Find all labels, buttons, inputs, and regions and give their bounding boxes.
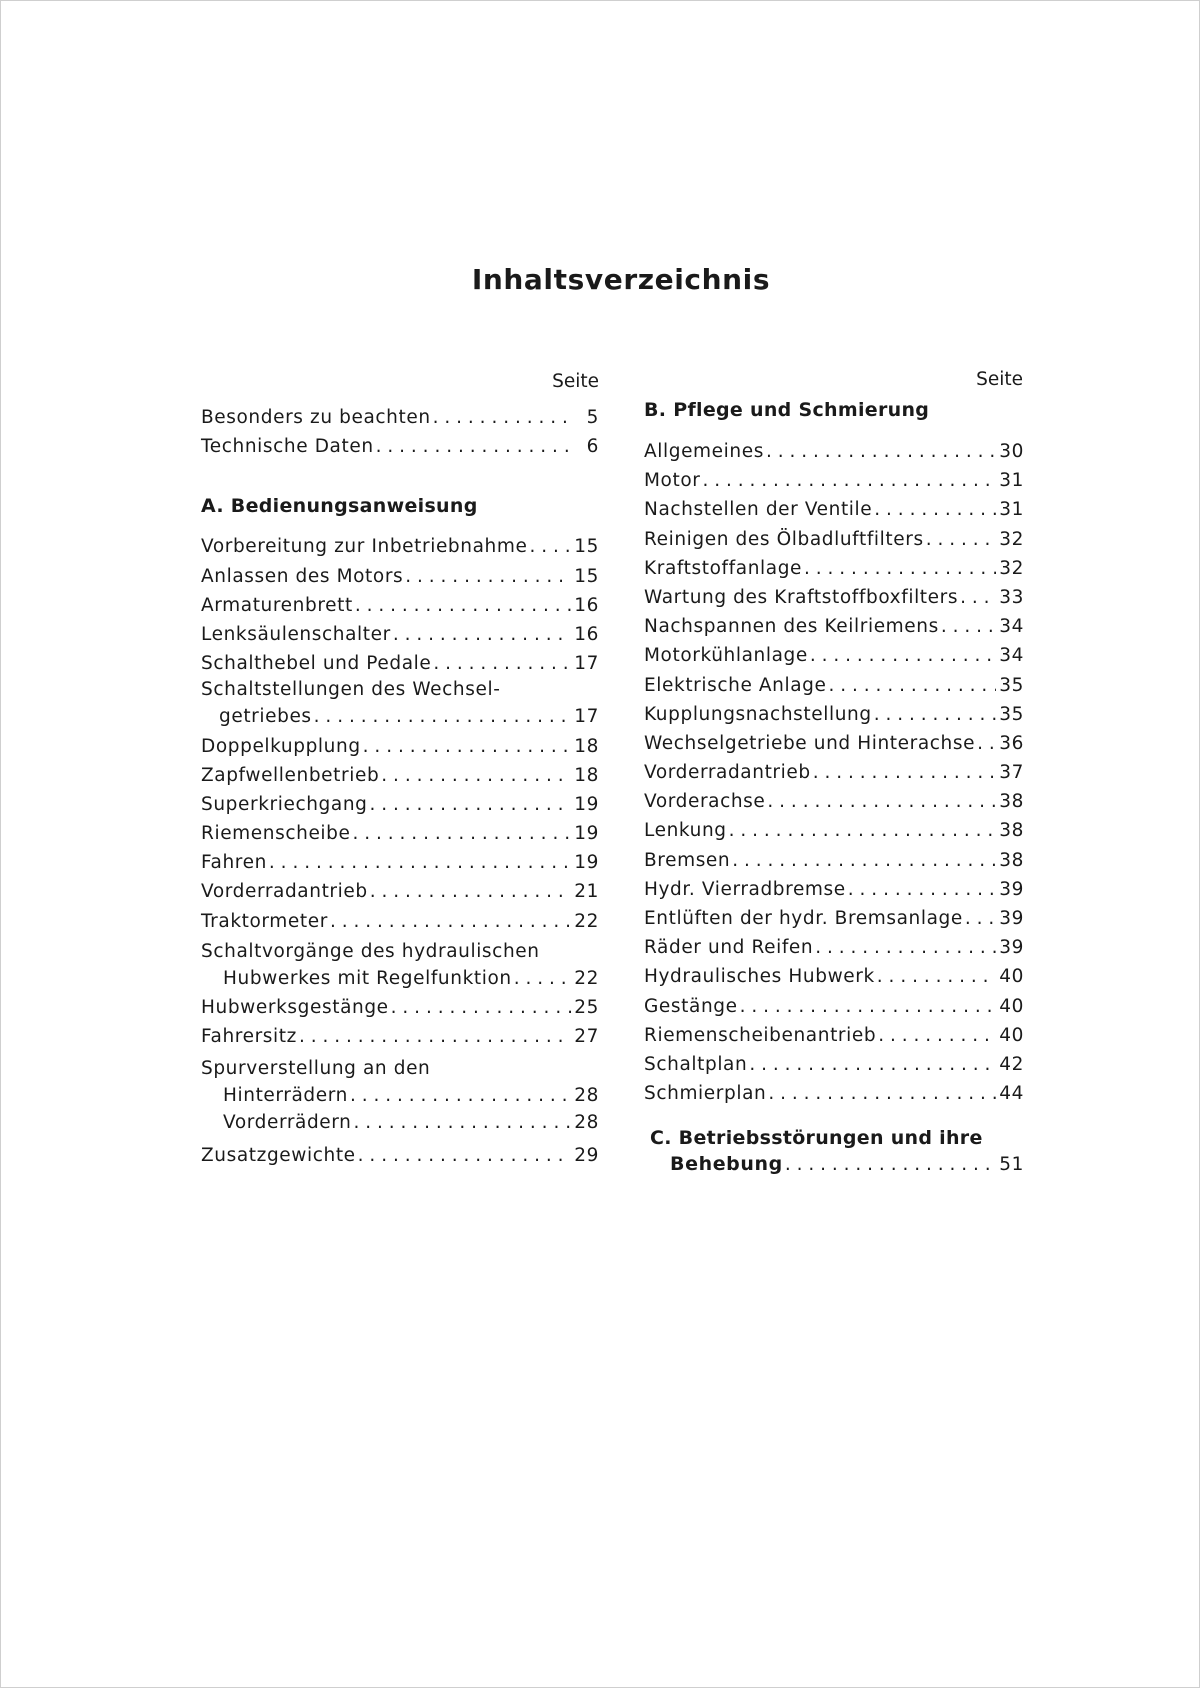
toc-entry-page: 35 — [999, 703, 1024, 725]
toc-entry — [644, 933, 1024, 962]
toc-entry-page: 40 — [999, 995, 1024, 1017]
toc-entry-label: Superkriechgang — [201, 793, 368, 815]
toc-entry-page: 33 — [999, 586, 1024, 608]
toc-entry-label: Armaturenbrett — [201, 594, 353, 616]
toc-entry-label: Gestänge — [644, 995, 738, 1017]
toc-entry — [201, 562, 599, 591]
dot-leader — [768, 1079, 996, 1108]
dot-leader — [804, 554, 996, 583]
dot-leader — [353, 819, 572, 848]
toc-entry — [201, 790, 599, 819]
section-c-heading: C. Betriebsstörungen und ihre — [650, 1127, 983, 1150]
toc-entry-label-line1: Schaltvorgänge des hydraulischen — [201, 940, 540, 962]
toc-entry — [644, 758, 1024, 787]
dot-leader — [815, 933, 996, 962]
toc-entry — [644, 992, 1024, 1021]
dot-leader — [370, 790, 572, 819]
toc-entry-label: Vorbereitung zur Inbetriebnahme — [201, 536, 528, 558]
toc-entry-label: Vorderachse — [644, 791, 766, 813]
dot-leader — [829, 671, 996, 700]
toc-entry-page: 15 — [574, 565, 599, 587]
dot-leader — [433, 403, 571, 432]
toc-entry-page: 39 — [999, 937, 1024, 959]
toc-entry-page: 5 — [586, 407, 599, 428]
toc-entry-label: Behebung — [670, 1153, 783, 1176]
toc-right-column — [644, 369, 1024, 1180]
toc-entry — [644, 495, 1024, 524]
toc-entry-page: 37 — [999, 762, 1024, 784]
dot-leader — [514, 964, 571, 993]
toc-entry-page: 21 — [574, 881, 599, 903]
toc-left-column — [201, 371, 599, 1170]
toc-entry-label: Nachspannen des Keilriemens — [644, 616, 939, 638]
dot-leader — [965, 904, 996, 933]
toc-entry — [644, 962, 1024, 991]
toc-entry — [644, 1021, 1024, 1050]
toc-entry — [201, 877, 599, 906]
toc-entry — [644, 671, 1024, 700]
page-title: Inhaltsverzeichnis — [471, 263, 771, 296]
toc-entry — [201, 702, 599, 731]
toc-entry-label: Hydr. Vierradbremse — [644, 878, 846, 900]
toc-entry-label: Wartung des Kraftstoffboxfilters — [644, 586, 959, 608]
toc-entry-label: Reinigen des Ölbadluftfilters — [644, 528, 924, 550]
toc-entry — [644, 554, 1024, 583]
section-b-heading: B. Pflege und Schmierung — [644, 399, 930, 421]
toc-entry — [201, 532, 599, 561]
toc-entry — [201, 1022, 599, 1051]
toc-entry-label: Wechselgetriebe und Hinterachse — [644, 732, 976, 754]
toc-entry-page: 16 — [574, 623, 599, 645]
section-a-heading: A. Bedienungsanweisung — [201, 495, 478, 518]
toc-entry-page: 17 — [574, 653, 599, 675]
dot-leader — [354, 1111, 572, 1135]
toc-entry-label: Riemenscheibe — [201, 823, 351, 845]
toc-entry-page: 28 — [574, 1085, 599, 1107]
dot-leader — [874, 495, 996, 524]
toc-entry-page: 31 — [999, 499, 1024, 521]
toc-entry — [644, 787, 1024, 816]
toc-entry-label: Technische Daten — [201, 436, 374, 458]
toc-entry-label: getriebes — [219, 706, 312, 728]
toc-entry-label: Fahrersitz — [201, 1026, 297, 1048]
toc-entry — [644, 583, 1024, 612]
toc-entry-label: Besonders zu beachten — [201, 407, 431, 428]
toc-entry-page: 17 — [574, 706, 599, 728]
toc-entry-page: 25 — [574, 997, 599, 1018]
toc-entry-label: Kupplungsnachstellung — [644, 703, 872, 725]
dot-leader — [314, 702, 571, 731]
toc-entry-label: Schmierplan — [644, 1083, 767, 1105]
toc-entry-page: 28 — [574, 1111, 599, 1133]
dot-leader — [702, 466, 996, 495]
toc-entry — [644, 846, 1024, 875]
toc-entry-page: 18 — [574, 764, 599, 786]
toc-entry-label-line1: Spurverstellung an den — [201, 1058, 431, 1080]
dot-leader — [350, 1081, 571, 1110]
toc-entry-label: Vorderradantrieb — [644, 762, 811, 784]
dot-leader — [740, 992, 996, 1021]
toc-entry-label: Hydraulisches Hubwerk — [644, 966, 875, 988]
toc-entry — [201, 591, 599, 620]
toc-entry-page: 29 — [574, 1144, 599, 1166]
toc-entry-page: 15 — [574, 536, 599, 558]
dot-leader — [330, 907, 571, 936]
toc-entry — [201, 819, 599, 848]
toc-entry-page: 38 — [999, 849, 1024, 871]
toc-entry-label: Hinterrädern — [223, 1085, 348, 1107]
dot-leader — [877, 962, 996, 991]
toc-entry-page: 22 — [574, 910, 599, 932]
toc-entry-label: Schaltplan — [644, 1053, 748, 1075]
toc-entry-page: 42 — [999, 1053, 1024, 1075]
seite-label-left: Seite — [552, 371, 599, 392]
dot-leader — [433, 649, 571, 678]
toc-right-entries — [644, 437, 1024, 1108]
toc-entry — [644, 816, 1024, 845]
toc-entry — [201, 432, 599, 461]
dot-leader — [363, 732, 571, 761]
dot-leader — [299, 1022, 571, 1051]
toc-entry-label-line1: Schaltstellungen des Wechsel- — [201, 679, 501, 701]
toc-entry-label: Zapfwellenbetrieb — [201, 764, 380, 786]
toc-entry-page: 40 — [999, 1024, 1024, 1046]
toc-entry-label: Motorkühlanlage — [644, 645, 808, 667]
dot-leader — [874, 700, 996, 729]
toc-entry-label: Doppelkupplung — [201, 735, 361, 757]
toc-entry — [644, 641, 1024, 670]
dot-leader — [941, 612, 996, 641]
toc-entry-label: Nachstellen der Ventile — [644, 499, 873, 521]
dot-leader — [405, 562, 571, 591]
dot-leader — [358, 1141, 571, 1170]
toc-entry-label: Vorderradantrieb — [201, 881, 368, 903]
dot-leader — [749, 1050, 996, 1079]
toc-entry-page: 32 — [999, 557, 1024, 579]
toc-entry-page: 34 — [999, 616, 1024, 638]
toc-entry-page: 18 — [574, 735, 599, 757]
toc-entry-label: Fahren — [201, 852, 267, 874]
dot-leader — [785, 1150, 996, 1179]
toc-entry-page: 19 — [574, 852, 599, 874]
toc-entry — [644, 466, 1024, 495]
dot-leader — [848, 875, 996, 904]
toc-entry — [201, 964, 599, 993]
toc-entry-page: 34 — [999, 645, 1024, 667]
toc-entry-label: Traktormeter — [201, 910, 328, 932]
toc-entry — [201, 1081, 599, 1110]
toc-entry-label: Kraftstoffanlage — [644, 557, 803, 579]
dot-leader — [391, 993, 571, 1022]
dot-leader — [376, 432, 571, 461]
toc-entry-page: 35 — [999, 674, 1024, 696]
toc-entry-label: Zusatzgewichte — [201, 1144, 356, 1166]
toc-entry — [201, 761, 599, 790]
dot-leader — [878, 1021, 996, 1050]
dot-leader — [729, 816, 996, 845]
toc-entry-label: Allgemeines — [644, 441, 764, 462]
toc-entry-page: 38 — [999, 791, 1024, 813]
toc-entry-label: Vorderrädern — [223, 1111, 352, 1133]
toc-entry-label: Lenksäulenschalter — [201, 623, 391, 645]
toc-entry — [644, 1079, 1024, 1108]
dot-leader — [529, 532, 571, 561]
toc-entry — [644, 729, 1024, 758]
toc-entry — [201, 620, 599, 649]
toc-entry-label: Räder und Reifen — [644, 937, 814, 959]
toc-entry-page: 27 — [574, 1026, 599, 1048]
toc-entry-label: Hubwerkes mit Regelfunktion — [223, 967, 512, 989]
dot-leader — [355, 591, 571, 620]
dot-leader — [766, 437, 996, 466]
toc-entry — [201, 848, 599, 877]
dot-leader — [813, 758, 996, 787]
toc-entry-page: 19 — [574, 793, 599, 815]
toc-entry-page: 19 — [574, 823, 599, 845]
dot-leader — [977, 729, 996, 758]
toc-entry-page: 51 — [999, 1154, 1024, 1176]
toc-entry — [201, 403, 599, 432]
toc-entry-label: Hubwerksgestänge — [201, 997, 389, 1018]
toc-entry-page: 30 — [999, 441, 1024, 462]
dot-leader — [810, 641, 996, 670]
toc-entry-label: Riemenscheibenantrieb — [644, 1024, 877, 1046]
toc-entry-label: Bremsen — [644, 849, 731, 871]
toc-entry — [201, 1111, 599, 1135]
toc-entry — [644, 1050, 1024, 1079]
dot-leader — [269, 848, 571, 877]
dot-leader — [370, 877, 571, 906]
toc-entry-page: 38 — [999, 820, 1024, 842]
toc-entry-page: 6 — [586, 436, 599, 458]
toc-entry — [644, 904, 1024, 933]
toc-entry-label: Lenkung — [644, 820, 727, 842]
dot-leader — [393, 620, 571, 649]
toc-entry — [201, 649, 599, 678]
dot-leader — [381, 761, 571, 790]
toc-entry-label: Motor — [644, 470, 701, 492]
toc-entry-page: 32 — [999, 528, 1024, 550]
toc-entry-page: 16 — [574, 594, 599, 616]
toc-entry — [201, 1141, 599, 1170]
toc-entry-label: Schalthebel und Pedale — [201, 653, 432, 675]
dot-leader — [767, 787, 996, 816]
toc-entry — [201, 993, 599, 1022]
toc-entry-page: 39 — [999, 908, 1024, 929]
toc-entry — [201, 907, 599, 936]
toc-entry-page: 39 — [999, 878, 1024, 900]
toc-entry — [644, 612, 1024, 641]
toc-entry-label: Elektrische Anlage — [644, 674, 827, 696]
toc-entry-page: 31 — [999, 470, 1024, 492]
toc-entry — [644, 700, 1024, 729]
seite-label-right: Seite — [976, 369, 1023, 390]
toc-entry — [644, 437, 1024, 466]
toc-entry — [644, 525, 1024, 554]
toc-entry-page: 36 — [999, 732, 1024, 754]
toc-entry — [644, 1150, 1024, 1179]
toc-entry-page: 22 — [574, 967, 599, 989]
dot-leader — [960, 583, 996, 612]
toc-entry-label: Entlüften der hydr. Bremsanlage — [644, 908, 963, 929]
toc-entry-page: 44 — [999, 1083, 1024, 1105]
toc-entry — [201, 732, 599, 761]
toc-entry — [644, 875, 1024, 904]
toc-entry-label: Anlassen des Motors — [201, 565, 404, 587]
dot-leader — [732, 846, 996, 875]
dot-leader — [926, 525, 996, 554]
toc-entry-page: 40 — [999, 966, 1024, 988]
